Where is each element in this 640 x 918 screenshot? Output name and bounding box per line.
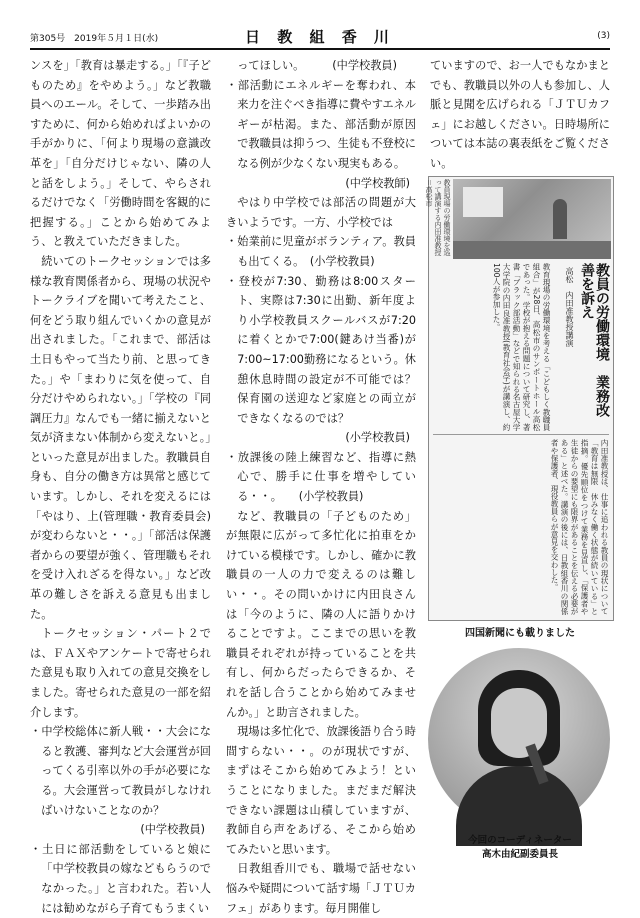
opinion-item: ・始業前に児童がボランティア。教員も出てくる。 (小学校教員) [226,235,416,268]
paragraph: 現場は多忙化で、放課後語り合う時間すらない・・。のが現状ですが、まずはそこから始めてみよう！ということになりました。まだまだ解決できない課題は山積していますが、教師自ら声をあげる、そこから始めてみたいと思います。 [226,725,416,856]
lecture-photo [453,179,611,259]
paragraph: ってほしい。 (中学校教員) [237,59,397,72]
paragraph: トークセッション・パート２では、ＦＡＸやアンケートで寄せられた意見も取り入れての意見交換をしました。寄せられた意見の一部を紹介します。 [30,627,211,719]
coordinator-portrait [428,648,610,830]
opinion-item: ・放課後の陸上練習など、指導に熱心で、勝手に仕事を増やしている・・。 (小学校教員) [226,450,416,504]
article-column-3 [430,56,610,170]
paragraph: やはり中学校では部活の問題が大きいようです。一方、小学校では [226,196,416,229]
clipping-headline: 教員の労働環境 業務改善を訴え [579,263,610,417]
newsletter-title: 日 教 組 香 川 [245,28,395,46]
audience-area [453,241,611,259]
page-number: (3) [597,31,610,41]
paragraph: ンスを」「教育は暴走する。」「『子どものため』をやめよう。」など教職員へのエール。そして、一歩踏み出すために、何から始めればよいかの手がかりに、「何より現場の意識改革を」「自分だけじゃない、隣の人と話をしよう。」そして、やらされるだけでなく「労働時間を客観的に把握する。」ことから始めてみよう、と教えていただきました。 [30,59,211,249]
opinion-source: (中学校教員) [140,823,205,837]
projector-screen [463,187,503,217]
clipping-divider [433,434,609,435]
newspaper-clipping [425,176,614,621]
clipping-subhead: 高松 内田准教授講演 [565,267,574,347]
portrait-face [491,688,547,758]
opinion-item: ・土日に部活動をしていると娘に「中学校教員の嫁などもらうのでなかった。」と言われた。若い人には勧めながら子育てもうまくい [30,842,211,915]
portrait-caption-name: 高木由紀副委員長 [481,849,558,860]
page-header [30,28,610,50]
clipping-body-lower: 内田准教授は、仕事に追われる教員の現状について「教育は無限 休みなく働く状態が続いている」と指摘。優先順位をつけて業務を見直し、「保護者や生徒からの要望にも限界があることを伝える必要がある」と述べた。講演の後には、日教組香川の関係者や保護者、現役教員らが意見を交わした。 [550,439,609,615]
paragraph: ていますので、お一人でもなかまとでも、教職員以外の人も参加し、人脈と見聞を広げられる「ＪＴＵカフェ」にお越しください。日時場所については本誌の裏表紙をご覧ください。 [430,59,610,170]
opinion-item: ・中学校総体に新人戦・・大会になると教護、審判など大会運営が回ってくる引率以外の手が必要になる。大会運営って教員がしなければいけないことなのか？ [30,725,211,817]
portrait-caption-role: 今回のコーディネーター [468,835,572,846]
opinion-source: (中学校教師) [345,176,410,190]
article-column-2 [226,56,416,915]
portrait-caption [428,834,612,862]
clipping-photo-caption: 教員現場の労働環境を巡って講演する内田准教授＝高松市 [425,179,451,256]
opinion-item: ・部活動にエネルギーを奪われ、本来力を注ぐべき指導に費やすエネルギーが枯渇。また、部活動が原因で教職員は抑うつ、生徒も不登校になる例が少なくない現実もある。 [226,78,416,170]
paragraph: 続いてのトークセッションでは多様な教育関係者から、現場の状況やトークライブを聞いて考えたこと、何をどう取り組んでいくかの意見が出されました。「これまで、部活は土日もやって当たり前、と思ってきた。」や「まわりに気を使って、自分だけやめられない。」「学校の『同調圧力』なんでも一緒に揃えないと気が済まない体制から変えないと。」といった意見が出ました。教職員自身も、自分の働き方は異常と感じています。しかし、それを変えるには「やはり、上(管理職・教育委員会)が変わらないと・・。」「部活は保護者からの要望が強く、管理職もそれを受け入れざるを得ない。」など改革の難しさを訴える意見も出ました。 [30,254,211,621]
opinion-item: ・登校が7:30、勤務は8:00スタート、実際は7:30に出勤、新年度より小学校教員スクールバスが7:20に着くとかで7:00(鍵あけ当番)が7:00~17:00勤務になるという。休憩休息時間の設定が不可能では？保育園の送迎など家庭との両立ができなくなるのでは？ [226,274,416,425]
opinion-source: (小学校教員) [345,431,410,445]
speaker-figure [553,199,567,239]
clipping-body-upper: 教育現場の労働環境を考える「こどもしく教職員組合」が28日、高松市のサンポートホール高松であった。学校が抱える問題について研究し、著書「ブラック部活動」などで知られる名古屋大学大学院の内田良准教授(教育社会学)が講演し、約100人が参加した。 [492,263,551,431]
paragraph: など、教職員の「子どものため」が無限に広がって多忙化に拍車をかけている模様です。しかし、確かに教職員の一人の力で変えるのは難しい・・。その問いかけに内田良さんは「今のように、隣の人に語りかけることですよ。ここまでの思いを教職員それぞれが持っていることを共有し、何からだったらできるか、それを話し合うことから始めてみませんか。」と助言されました。 [226,509,416,719]
issue-info: 第305号 2019年５月１日(水) [30,34,159,44]
clipping-caption: 四国新聞にも載りました [465,628,575,639]
paragraph: 日教組香川でも、職場で話せない悩みや疑問について話す場「ＪＴＵカフェ」があります。毎月開催し [226,862,416,915]
article-column-1 [30,56,211,915]
